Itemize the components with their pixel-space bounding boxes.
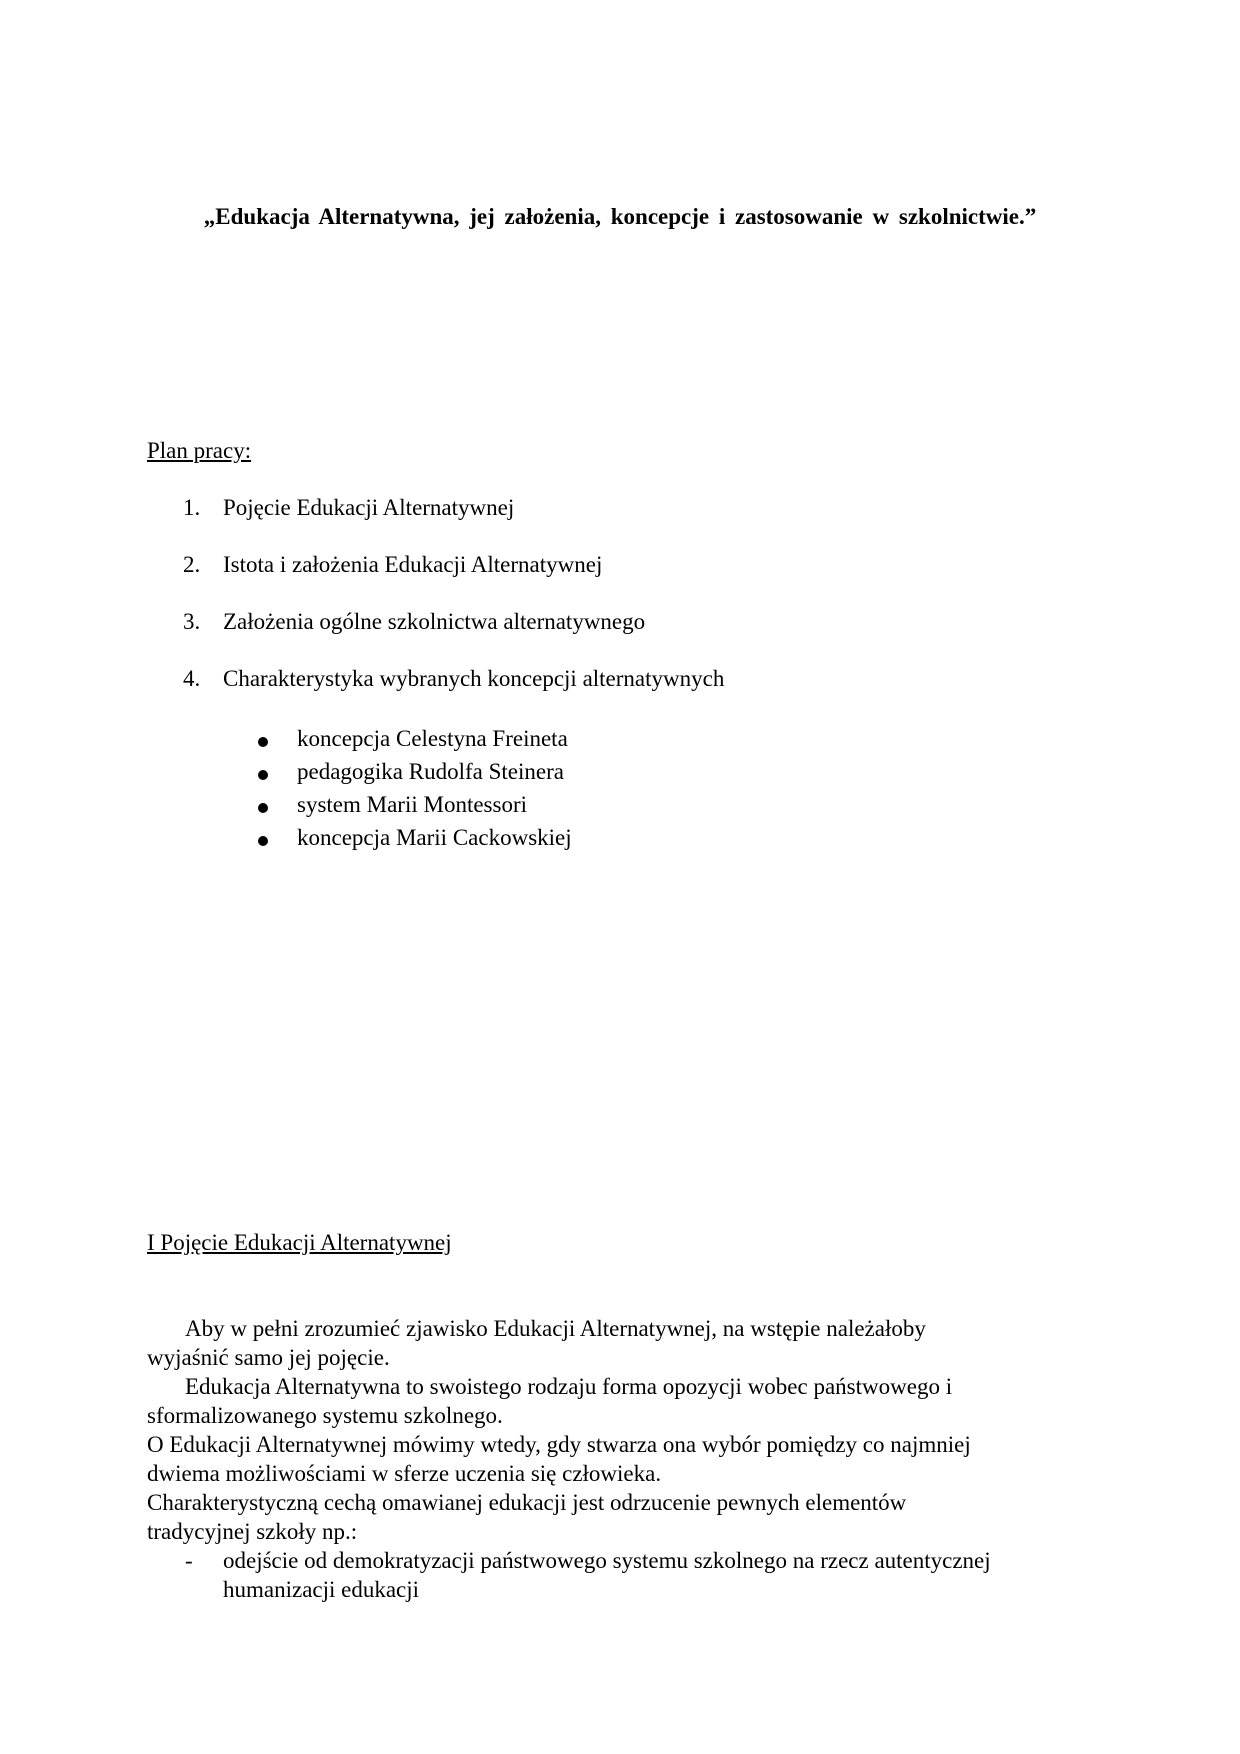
paragraph-line: Aby w pełni zrozumieć zjawisko Edukacji Alternatywnej, na wstępie należałoby xyxy=(185,1316,926,1341)
plan-heading: Plan pracy: xyxy=(147,438,252,463)
plan-subitem-text: koncepcja Marii Cackowskiej xyxy=(297,825,572,850)
paragraph-line: sformalizowanego systemu szkolnego. xyxy=(147,1403,503,1428)
bullet-icon xyxy=(258,803,268,813)
bullet-icon xyxy=(258,836,268,846)
plan-item-text: Istota i założenia Edukacji Alternatywnej xyxy=(223,552,603,577)
dash-list-item xyxy=(185,1548,991,1574)
paragraph-line: O Edukacji Alternatywnej mówimy wtedy, gdy stwarza ona wybór pomiędzy co najmniej xyxy=(147,1432,971,1457)
paragraph-line: Edukacja Alternatywna to swoistego rodzaju forma opozycji wobec państwowego i xyxy=(185,1374,953,1399)
paragraph-line: Charakterystyczną cechą omawianej edukacji jest odrzucenie pewnych elementów xyxy=(147,1490,907,1515)
plan-subitem-text: pedagogika Rudolfa Steinera xyxy=(297,759,564,784)
plan-item xyxy=(183,666,724,692)
plan-item-text: Pojęcie Edukacji Alternatywnej xyxy=(223,495,515,520)
paragraph-line: dwiema możliwościami w sferze uczenia się człowieka. xyxy=(147,1461,662,1486)
plan-item-text: Założenia ogólne szkolnictwa alternatywnego xyxy=(223,609,646,634)
document-title: „Edukacja Alternatywna, jej założenia, koncepcje i zastosowanie w szkolnictwie.” xyxy=(203,204,1037,229)
dash-marker: - xyxy=(185,1548,193,1573)
plan-item-number: 3. xyxy=(183,609,201,634)
plan-item xyxy=(183,495,514,521)
plan-subitem-text: koncepcja Celestyna Freineta xyxy=(297,726,568,751)
plan-item-number: 2. xyxy=(183,552,201,577)
plan-subitem xyxy=(258,726,568,752)
plan-subitem xyxy=(258,759,564,785)
paragraph-line: tradycyjnej szkoły np.: xyxy=(147,1519,358,1544)
plan-item xyxy=(183,609,645,635)
plan-subitem-text: system Marii Montessori xyxy=(297,792,527,817)
paragraph-line: wyjaśnić samo jej pojęcie. xyxy=(147,1345,390,1370)
plan-item-text: Charakterystyka wybranych koncepcji alternatywnych xyxy=(223,666,725,691)
plan-item-number: 4. xyxy=(183,666,201,691)
dash-list-continuation: humanizacji edukacji xyxy=(223,1577,420,1602)
plan-item-number: 1. xyxy=(183,495,201,520)
plan-subitem xyxy=(258,825,572,851)
plan-subitem xyxy=(258,792,527,818)
bullet-icon xyxy=(258,770,268,780)
plan-item xyxy=(183,552,602,578)
bullet-icon xyxy=(258,737,268,747)
section-heading: I Pojęcie Edukacji Alternatywnej xyxy=(147,1230,452,1255)
dash-list-text: odejście od demokratyzacji państwowego systemu szkolnego na rzecz autentycznej xyxy=(223,1548,991,1573)
